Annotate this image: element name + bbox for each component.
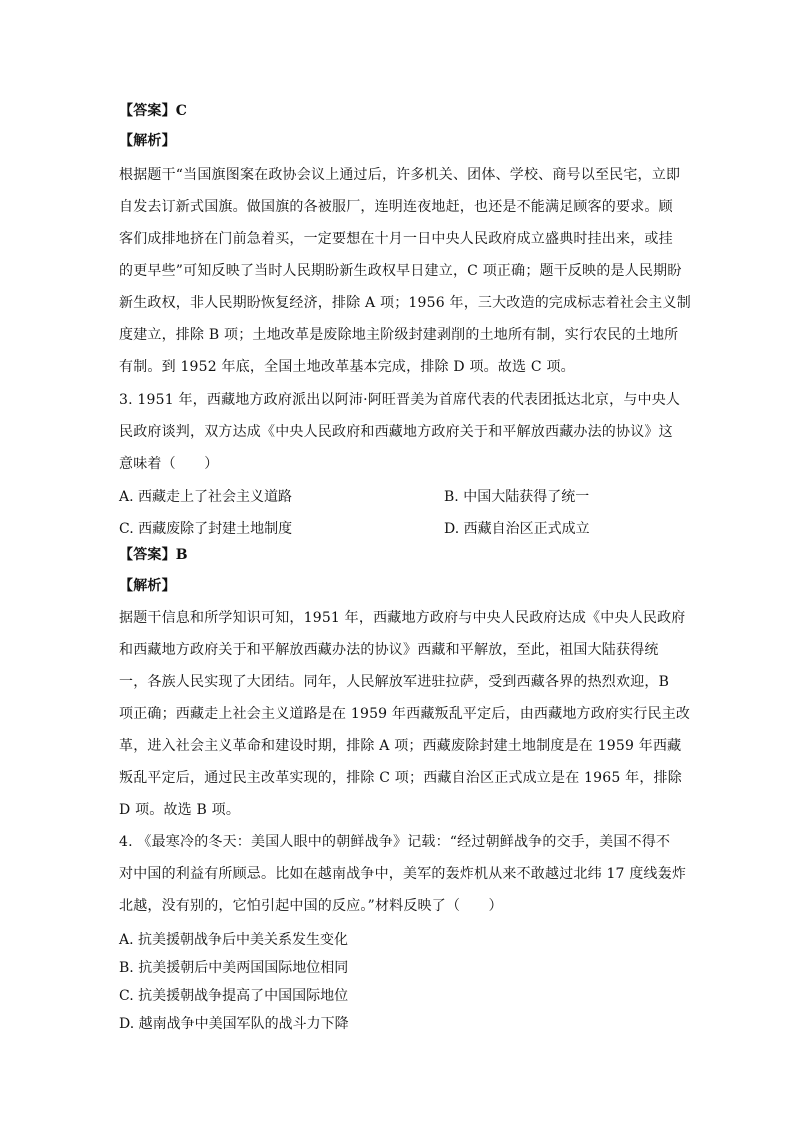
answer-label: 【答案】B [119, 547, 188, 563]
analysis-line: 和西藏地方政府关于和平解放西藏办法的协议》西藏和平解放，至此，祖国大陆获得统 [119, 642, 659, 658]
question-stem-line: 对中国的利益有所顾忌。比如在越南战争中，美军的轰炸机从来不敢越过北纬 17 度线轰炸 [119, 866, 687, 882]
analysis-line: 一，各族人民实现了大团结。同年，人民解放军进驻拉萨，受到西藏各界的热烈欢迎，B [119, 674, 670, 690]
analysis-line: 据题干信息和所学知识可知，1951 年，西藏地方政府与中央人民政府达成《中央人民政府 [119, 610, 686, 626]
question-stem-line: 4. 《最寒冷的冬天：美国人眼中的朝鲜战争》记载：“经过朝鲜战争的交手，美国不得不 [119, 834, 671, 850]
option-c: C. 西藏废除了封建土地制度 [119, 521, 293, 537]
analysis-line: 革，进入社会主义革命和建设时期，排除 A 项；西藏废除封建土地制度是在 1959 年西藏 [119, 738, 682, 754]
option-c: C. 抗美援朝战争提高了中国国际地位 [119, 988, 349, 1004]
option-d: D. 西藏自治区正式成立 [444, 521, 590, 537]
analysis-line: 的更早些”可知反映了当时人民期盼新生政权早日建立，C 项正确；题干反映的是人民期盼 [119, 263, 682, 279]
analysis-label: 【解析】 [119, 133, 176, 149]
analysis-line: 有制。到 1952 年底，全国土地改革基本完成，排除 D 项。故选 C 项。 [119, 359, 575, 375]
option-a: A. 抗美援朝战争后中美关系发生变化 [119, 932, 349, 948]
analysis-label: 【解析】 [119, 578, 176, 594]
option-d: D. 越南战争中美国军队的战斗力下降 [119, 1016, 349, 1032]
analysis-line: 度建立，排除 B 项；土地改革是废除地主阶级封建剥削的土地所有制，实行农民的土地所 [119, 327, 679, 343]
analysis-line: 客们成排地挤在门前急着买，一定要想在十月一日中央人民政府成立盛典时挂出来，或挂 [119, 231, 673, 247]
analysis-line: 项正确；西藏走上社会主义道路是在 1959 年西藏叛乱平定后，由西藏地方政府实行民主改 [119, 706, 691, 722]
answer-label: 【答案】C [119, 103, 188, 119]
question-stem-line: 北越，没有别的，它怕引起中国的反应。”材料反映了（ ） [119, 898, 503, 914]
question-stem-line: 3. 1951 年，西藏地方政府派出以阿沛·阿旺晋美为首席代表的代表团抵达北京，与中央人 [119, 392, 681, 408]
analysis-line: 根据题干“当国旗图案在政协会议上通过后，许多机关、团体、学校、商号以至民宅，立即 [119, 167, 681, 183]
analysis-line: 自发去订新式国旗。做国旗的各被服厂，连明连夜地赶，也还是不能满足顾客的要求。顾 [119, 199, 673, 215]
question-stem-line: 民政府谈判，双方达成《中央人民政府和西藏地方政府关于和平解放西藏办法的协议》这 [119, 424, 673, 440]
option-b: B. 抗美援朝后中美两国国际地位相同 [119, 960, 349, 976]
question-stem-line: 意味着（ ） [119, 456, 219, 472]
option-b: B. 中国大陆获得了统一 [444, 489, 590, 505]
analysis-line: 叛乱平定后，通过民主改革实现的，排除 C 项；西藏自治区正式成立是在 1965 年，排除 [119, 770, 682, 786]
option-a: A. 西藏走上了社会主义道路 [119, 489, 293, 505]
analysis-line: 新生政权，非人民期盼恢复经济，排除 A 项；1956 年，三大改造的完成标志着社会主义制 [119, 295, 691, 311]
analysis-line: D 项。故选 B 项。 [119, 802, 241, 818]
